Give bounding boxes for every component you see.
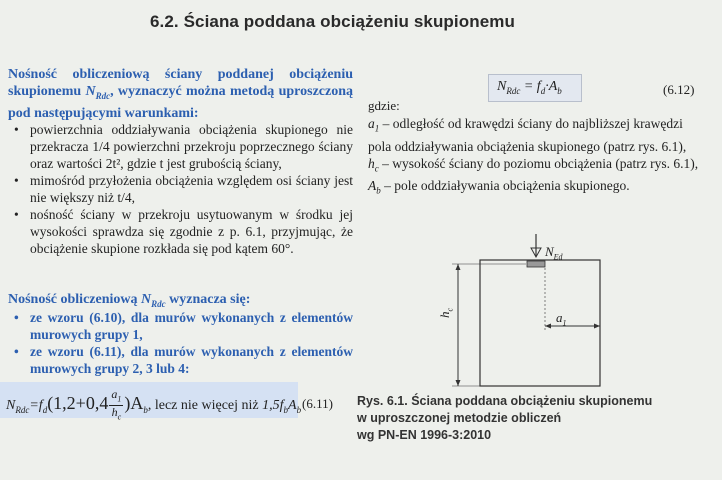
condition-item: • powierzchnia oddziaływania obciążenia skupionego nie przekracza 1/4 powierzchni przekroju poprzecznego ściany oraz wartości 2t², gdzie t jest grubością ściany,: [14, 122, 353, 171]
where-label: gdzie:: [368, 98, 400, 113]
case-item: • ze wzoru (6.10), dla murów wykonanych z elementów murowych grupy 1,: [14, 310, 353, 342]
a1-arrow-left: [545, 324, 551, 329]
a1-arrow-right: [594, 324, 600, 329]
intro-symbol-sub: Rdc: [95, 90, 111, 101]
intro-text-1: Nośność obliczeniową ściany poddanej obciążeniu skupionemu: [8, 67, 353, 99]
load-plate: [527, 261, 545, 267]
intro-text-2: , wyznaczyć można metodą uproszczoną pod następującymi warunkami:: [8, 84, 353, 121]
formula-6-12: $N_{Rdc} = f_d\cdot A_b$: [497, 79, 562, 96]
formula-6-12-number: (6.12): [663, 82, 695, 97]
figure-caption: Rys. 6.1. Ściana poddana obciążeniu skupionemu w uproszczonej metodzie obliczeń wg PN-EN 1996-3:2010: [357, 394, 653, 442]
definition-hc: $h_c$ – wysokość ściany do poziomu obciążenia (patrz rys. 6.1),: [368, 155, 699, 174]
definitions: [368, 115, 708, 200]
capacity-heading: Nośność obliczeniową $N_{Rdc}$ wyznacza się:: [8, 292, 251, 309]
case-item: • ze wzoru (6.11), dla murów wykonanych z elementów murowych grupy 2, 3 lub 4:: [14, 344, 353, 376]
hc-arrow-top: [456, 264, 461, 270]
wall-outline: [480, 260, 600, 386]
intro-paragraph: [8, 66, 353, 122]
section-title: 6.2. Ściana poddana obciążeniu skupionemu: [150, 12, 515, 31]
cases-list: [8, 309, 353, 377]
a1-label: $a_1$: [556, 310, 567, 328]
definition-a1: $a_1$ – odległość od krawędzi ściany do najbliższej krawędzi pola oddziaływania obciążenia skupionego (patrz rys. 6.1),: [368, 116, 687, 154]
hc-label: $h_c$: [437, 307, 455, 318]
load-label: $N_{Ed}$: [545, 244, 563, 262]
formula-6-11: $N_{Rdc}=f_d(1,2+0,4$ $\frac{a_1}{h_c}$ )$A_b$, lecz nie więcej niż $1,5f_bA_b$: [6, 387, 302, 422]
condition-item: • nośność ściany w przekroju usytuowanym w środku jej wysokości sprawdza się zgodnie z p. 6.1, przyjmując, że obciążenie skupione rozkłada się pod kątem 60°.: [14, 207, 353, 256]
definition-ab: $A_b$ – pole oddziaływania obciążenia skupionego.: [368, 178, 630, 197]
hc-arrow-bottom: [456, 380, 461, 386]
formula-6-11-number: (6.11): [302, 396, 333, 411]
conditions-list: [8, 121, 353, 257]
condition-item: • mimośród przyłożenia obciążenia względem osi ściany jest nie większy niż t/4,: [14, 173, 353, 205]
intro-symbol: N: [85, 84, 96, 99]
